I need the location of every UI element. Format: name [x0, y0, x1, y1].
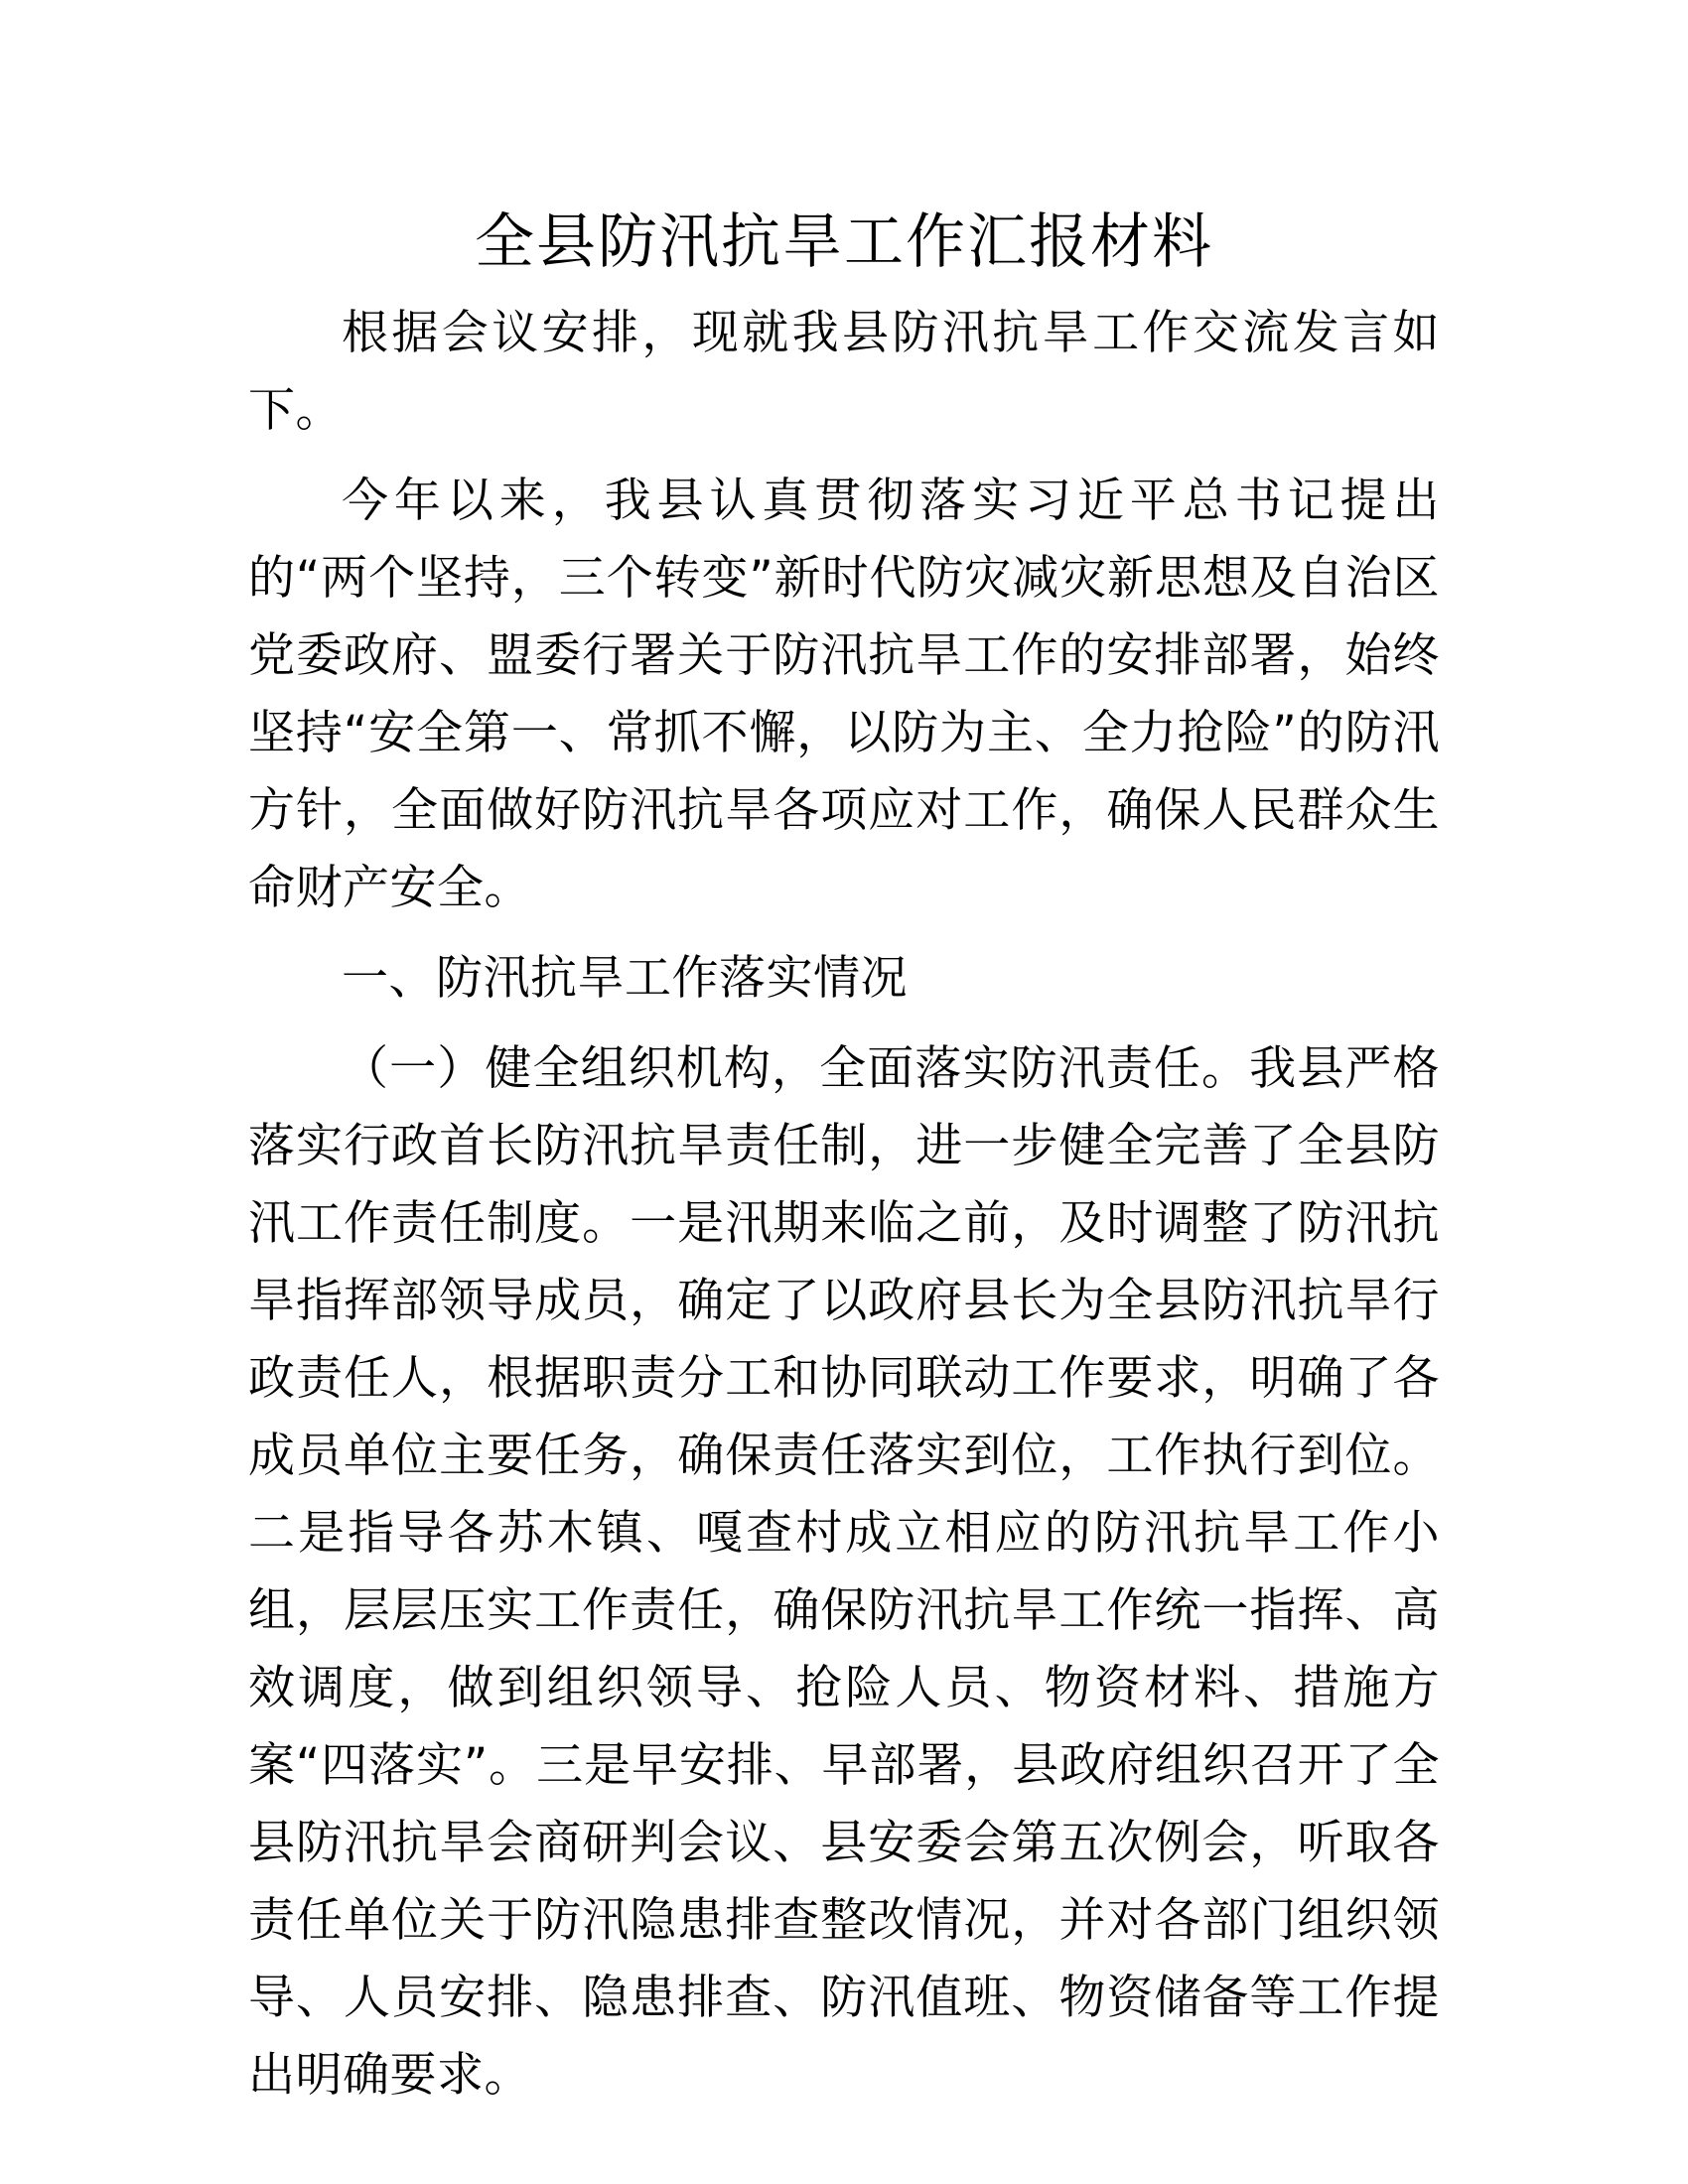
section-heading: 一、防汛抗旱工作落实情况 [342, 951, 908, 1006]
subsection-paragraph: （一）健全组织机构，全面落实防汛责任。我县严格落实行政首长防汛抗旱责任制，进一步健全完善了全县防汛工作责任制度。一是汛期来临之前，及时调整了防汛抗旱指挥部领导成员，确定了以政府县长为全县防汛抗旱行政责任人，根据职责分工和协同联动工作要求，明确了各成员单位主要任务，确保责任落实到位，工作执行到位。二是指导各苏木镇、嘎查村成立相应的防汛抗旱工作小组，层层压实工作责任，确保防汛抗旱工作统一指挥、高效调度，做到组织领导、抢险人员、物资材料、措施方案“四落实”。三是早安排、早部署，县政府组织召开了全县防汛抗旱会商研判会议、县安委会第五次例会，听取各责任单位关于防汛隐患排查整改情况，并对各部门组织领导、人员安排、隐患排查、防汛值班、物资储备等工作提出明确要求。 [248, 1041, 1440, 2103]
overview-paragraph: 今年以来，我县认真贯彻落实习近平总书记提出的“两个坚持，三个转变”新时代防灾减灾新思想及自治区党委政府、盟委行署关于防汛抗旱工作的安排部署，始终坚持“安全第一、常抓不懈，以防为主、全力抢险”的防汛方针，全面做好防汛抗旱各项应对工作，确保人民群众生命财产安全。 [248, 474, 1440, 915]
document-title: 全县防汛抗旱工作汇报材料 [475, 207, 1213, 277]
intro-paragraph: 根据会议安排，现就我县防汛抗旱工作交流发言如下。 [248, 306, 1440, 438]
document-body [248, 295, 1440, 2127]
